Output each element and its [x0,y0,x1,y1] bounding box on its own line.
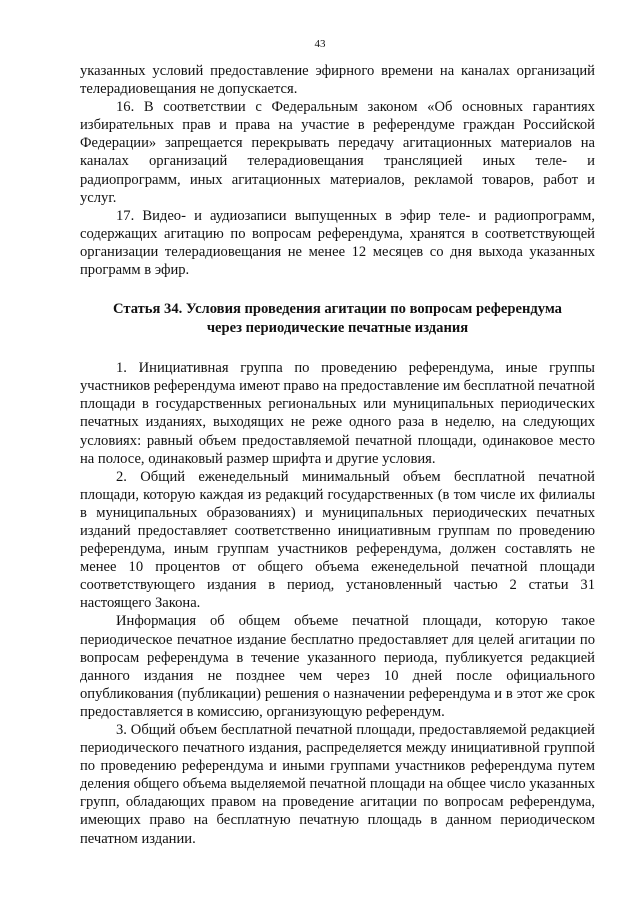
page-number: 43 [314,38,326,50]
paragraph-item-1: 1. Инициативная группа по проведению референдума, иные группы участников референдума имеют право на предоставление им бесплатной печатной площади в государственных региональных или муниципальных периодических печатных изданиях, выходящих не реже одного раза в неделю, на следующих условиях: равный объем предоставляемой печатной площади, одинаковое место на полосе, одинаковый размер шрифта и другие условия. [80,360,595,467]
paragraph-item-17: 17. Видео- и аудиозаписи выпущенных в эфир теле- и радиопрограмм, содержащих агитацию по вопросам референдума, хранятся в соответствующей организации телерадиовещания не менее 12 месяцев со дня выхода указанных программ в эфир. [80,207,595,279]
document-body [80,62,595,848]
paragraph-item-16: 16. В соответствии с Федеральным законом «Об основных гарантиях избирательных прав и права на участие в референдуме граждан Российской Федерации» запрещается перекрывать передачу агитационных материалов на каналах организаций телерадиовещания трансляцией иных теле- и радиопрограмм, иных агитационных материалов, рекламой товаров, работ и услуг. [80,99,595,206]
paragraph-information: Информация об общем объеме печатной площади, которую такое периодическое печатное издание бесплатно предоставляет для целей агитации по вопросам референдума в течение указанного периода, публикуется редакцией данного издания не позднее чем через 10 дней после официального опубликования (публикации) решения о назначении референдума и в этот же срок предоставляется в комиссию, организующую референдум. [80,613,595,720]
article-heading [80,300,595,337]
paragraph-item-2: 2. Общий еженедельный минимальный объем бесплатной печатной площади, которую каждая из редакций государственных (в том числе их филиалы в муниципальных образованиях) и муниципальных периодических печатных изданий предоставляет соответственно инициативным группам по проведению референдума, иным группам участников референдума, должен составлять не менее 10 процентов от общего объема еженедельной печатной площади соответствующего издания в период, установленный частью 2 статьи 31 настоящего Закона. [80,468,595,612]
article-heading-line-2: через периодические печатные издания [206,319,469,336]
paragraph-continuation: указанных условий предоставление эфирного времени на каналах организаций телерадиовещания не допускается. [80,63,595,98]
article-heading-line-1: Статья 34. Условия проведения агитации по вопросам референдума [113,301,562,318]
paragraph-item-3: 3. Общий объем бесплатной печатной площади, предоставляемой редакцией периодического печатного издания, распределяется между инициативной группой по проведению референдума и иными группами участников референдума путем деления общего объема выделяемой печатной площади на общее число указанных групп, обладающих правом на проведение агитации по вопросам референдума, имеющих право на бесплатную печатную площадь в данном периодическом печатном издании. [80,722,595,847]
